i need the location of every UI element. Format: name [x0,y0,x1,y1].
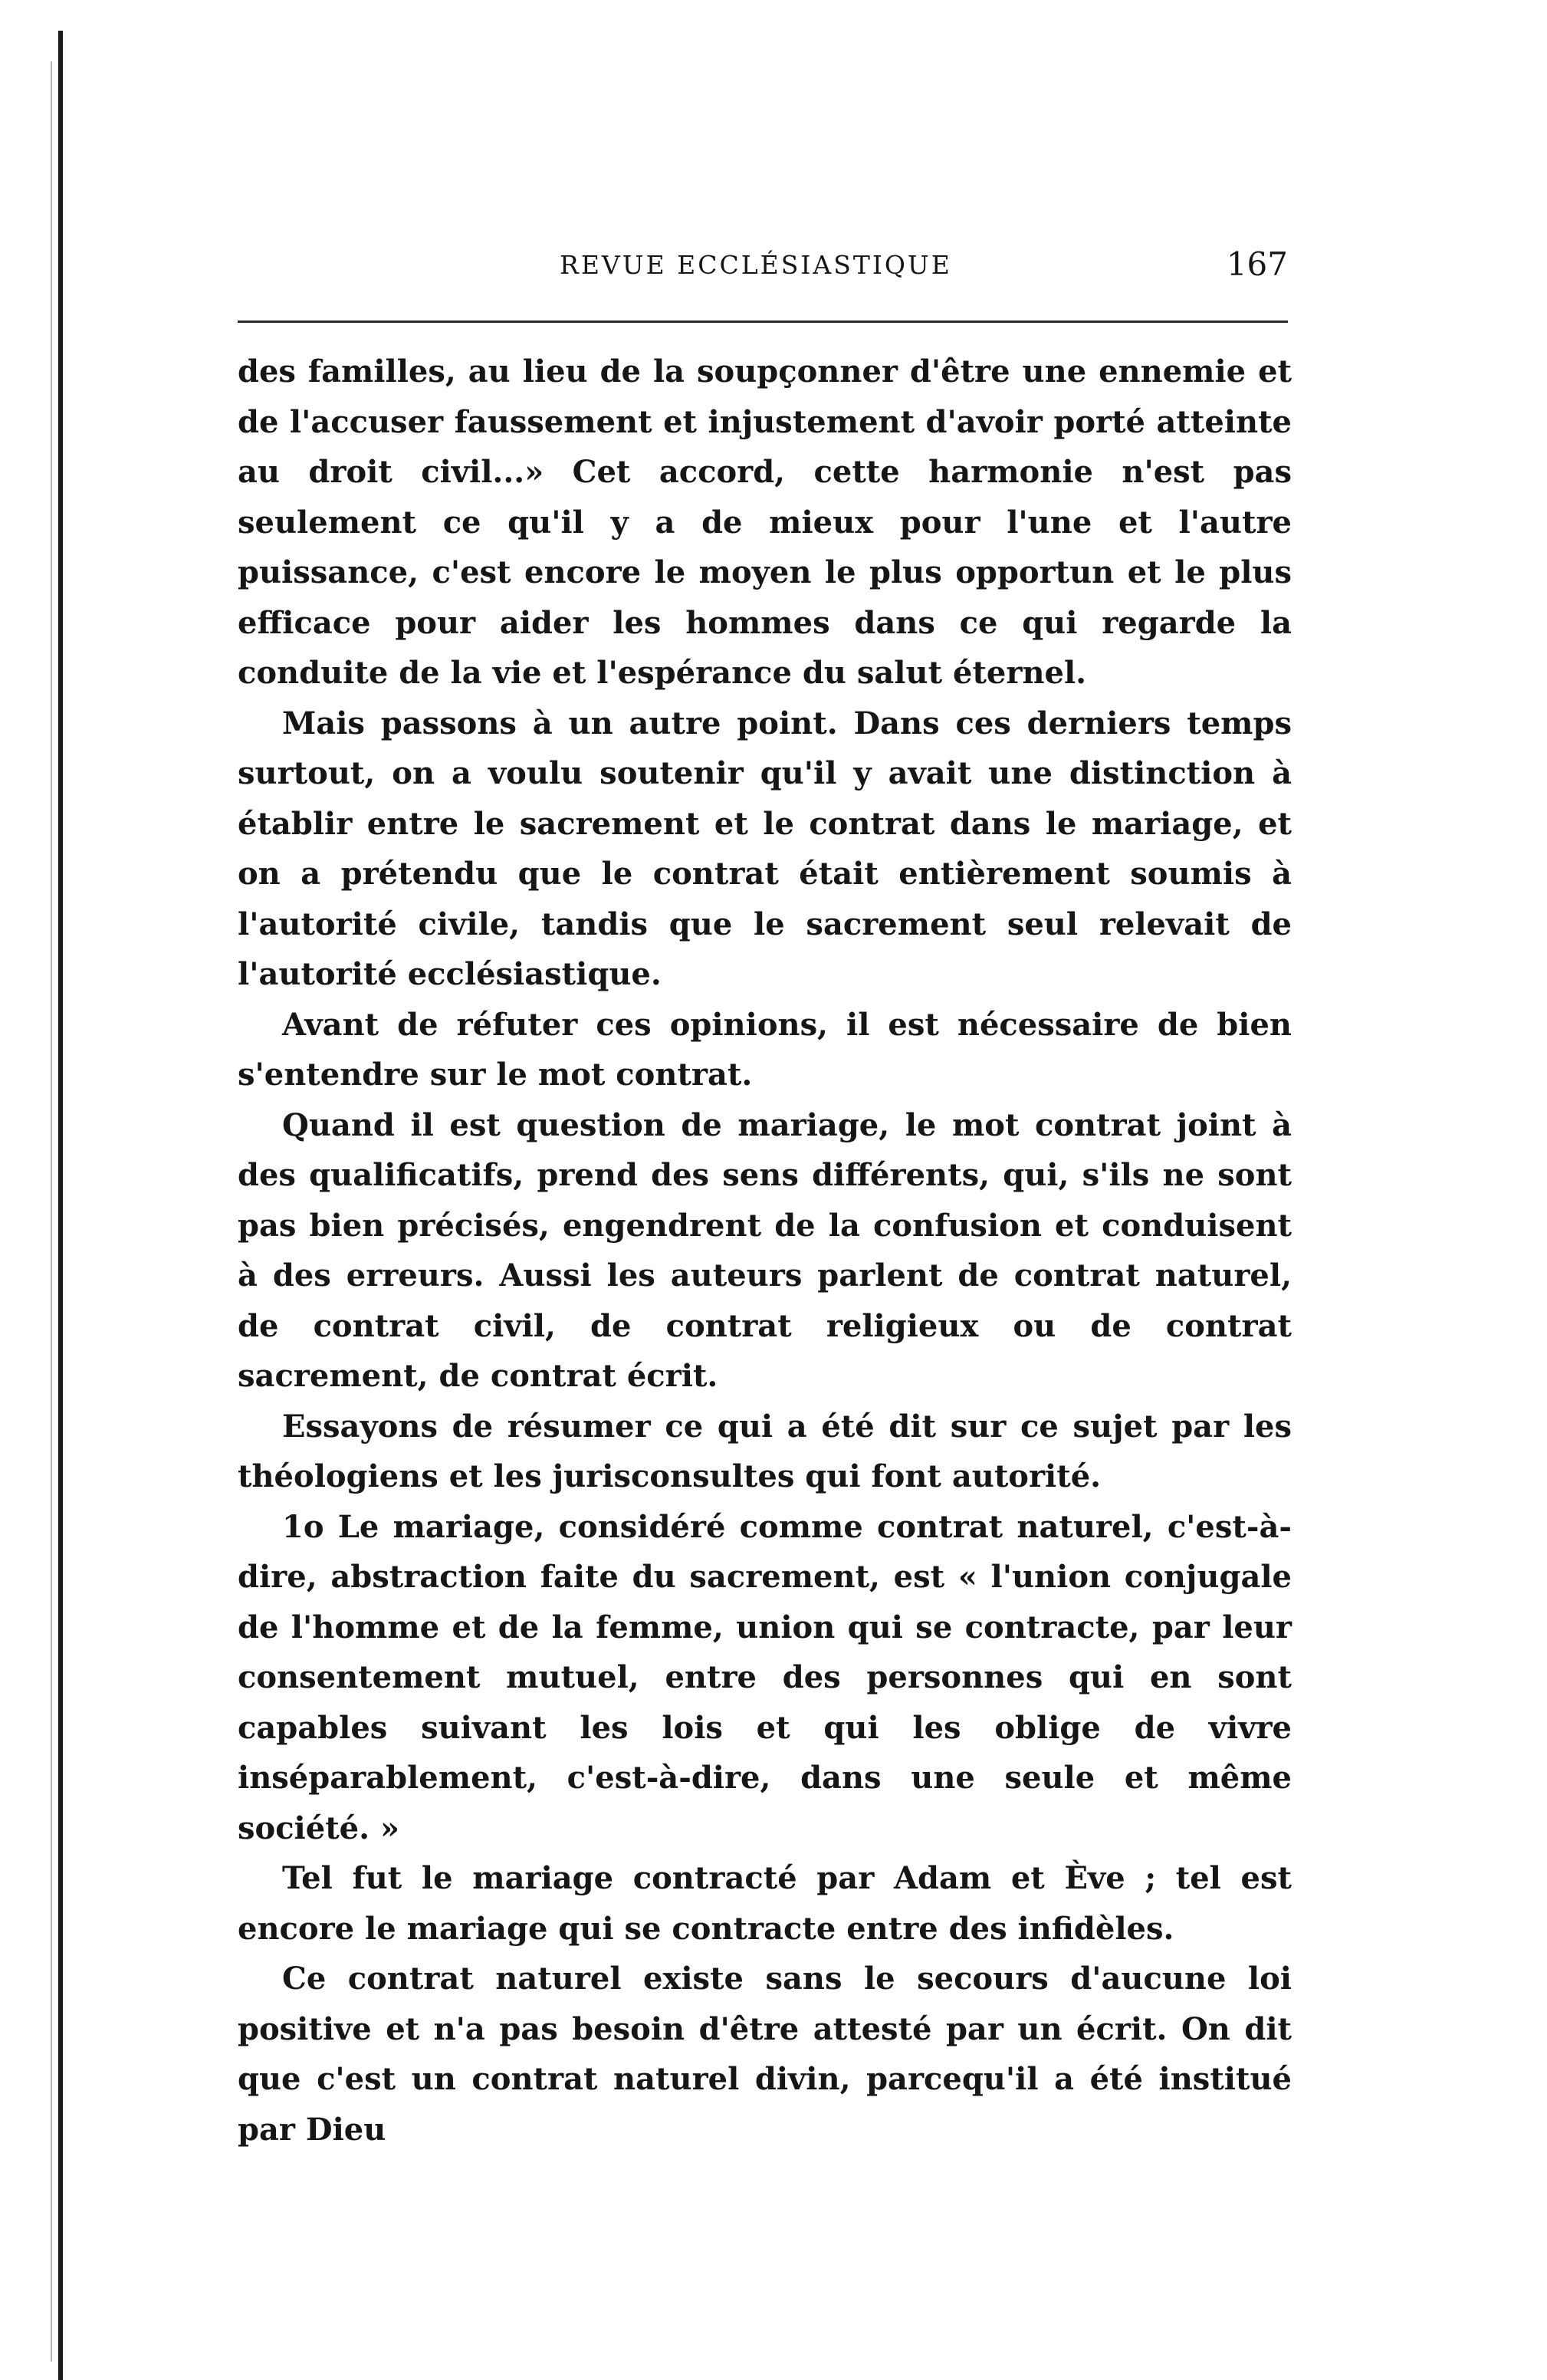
binding-edge [58,31,63,2380]
paragraph-3: Avant de réfuter ces opinions, il est nécessaire de bien s'entendre sur le mot contrat. [238,1006,1292,1093]
page-header [230,245,1288,291]
paragraph-5: Essayons de résumer ce qui a été dit sur ce sujet par les théologiens et les jurisconsultes qui font autorité. [238,1408,1292,1494]
binding-shadow [51,61,52,2362]
paragraph-2: Mais passons à un autre point. Dans ces derniers temps surtout, on a voulu soutenir qu'il y avait une distinction à établir entre le sacrement et le contrat dans le mariage, et on a prétendu que le contrat était entièrement soumis à l'autorité civile, tandis que le sacrement seul relevait de l'autorité ecclésiastique. [238,705,1292,992]
paragraph-8: Ce contrat naturel existe sans le secours d'aucune loi positive et n'a pas besoin d'être attesté par un écrit. On dit que c'est un contrat naturel divin, parcequ'il a été institué par Dieu [238,1961,1292,2148]
body-text [238,347,1292,2155]
paragraph-1: des familles, au lieu de la soupçonner d'être une ennemie et de l'accuser faussement et injustement d'avoir porté atteinte au droit civil...» Cet accord, cette harmonie n'est pas seulement ce qu'il y a de mieux pour l'une et l'autre puissance, c'est encore le moyen le plus opportun et le plus efficace pour aider les hommes dans ce qui regarde la conduite de la vie et l'espérance du salut éternel. [238,353,1292,691]
running-title: REVUE ECCLÉSIASTIQUE [560,250,952,280]
page-number: 167 [1226,245,1288,283]
paragraph-4: Quand il est question de mariage, le mot contrat joint à des qualificatifs, prend des sens différents, qui, s'ils ne sont pas bien précisés, engendrent de la confusion et conduisent à des erreurs. Aussi les auteurs parlent de contrat naturel, de contrat civil, de contrat religieux ou de contrat sacrement, de contrat écrit. [238,1106,1292,1394]
header-rule [238,321,1288,323]
paragraph-6: 1o Le mariage, considéré comme contrat naturel, c'est-à-dire, abstraction faite du sacrement, est « l'union conjugale de l'homme et de la femme, union qui se contracte, par leur consentement mutuel, entre des personnes qui en sont capables suivant les lois et qui les oblige de vivre inséparablement, c'est-à-dire, dans une seule et même société. » [238,1508,1292,1846]
paragraph-7: Tel fut le mariage contracté par Adam et Ève ; tel est encore le mariage qui se contracte entre des infidèles. [238,1860,1292,1947]
